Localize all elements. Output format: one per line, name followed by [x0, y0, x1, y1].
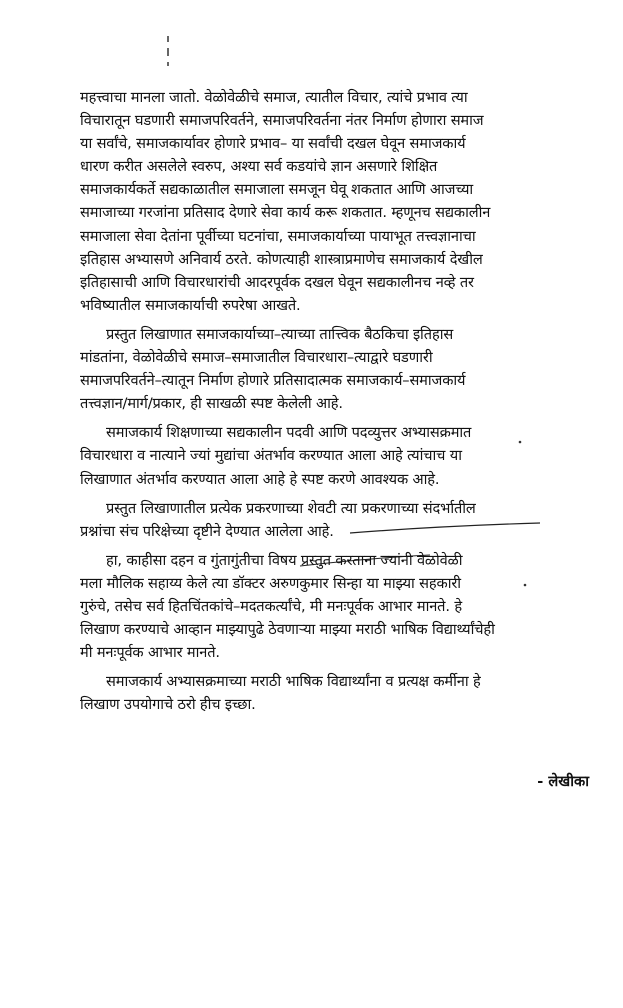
paragraph [80, 497, 592, 543]
text-line: इतिहासाची आणि विचारधारांची आदरपूर्वक दखल घेवून सद्यकालीनच नव्हे तर [80, 273, 474, 291]
text-line: मांडतांना, वेळोवेळीचे समाज–समाजातील विचारधारा–त्याद्वारे घडणारी [80, 349, 433, 367]
text-line: मला मौलिक सहाय्य केले त्या डॉक्टर अरुणकुमार सिन्हा या माझ्या सहकारी [80, 574, 461, 592]
text-line: महत्त्वाचा मानला जातो. वेळोवेळीचे समाज, त्यातील विचार, त्यांचे प्रभाव त्या [80, 89, 468, 106]
text-line: समाजकार्यकर्ते सद्यकाळातील समाजाला समजून घेवू शकतात आणि आजच्या [80, 181, 474, 199]
paragraph [80, 86, 592, 317]
author-signature: - लेखीका [537, 773, 589, 790]
text-line: समाजकार्य अभ्यासक्रमाच्या मराठी भाषिक विद्यार्थ्यांना व प्रत्यक्ष कर्मीना हे [106, 673, 481, 691]
text-line: भविष्यातील समाजकार्याची रुपरेषा आखते. [80, 296, 301, 314]
text-line: समाजकार्य शिक्षणाच्या सद्यकालीन पदवी आणि पदव्युत्तर अभ्यासक्रमात [106, 424, 472, 442]
text-line: तत्त्वज्ञान/मार्ग/प्रकार, ही साखळी स्पष्ट केलेली आहे. [80, 395, 343, 413]
text-line: समाजपरिवर्तने–त्यातून निर्माण होणारे प्रतिसादात्मक समाजकार्य–समाजकार्य [80, 372, 466, 390]
text-line: विचारधारा व नात्याने ज्यां मुद्यांचा अंतर्भाव करण्यात आला आहे त्यांचाच या [80, 447, 462, 465]
paragraph [80, 549, 592, 664]
text-line: प्रस्तुत लिखाणात समाजकार्याच्या–त्याच्या तात्त्विक बैठकिचा इतिहास [106, 325, 454, 343]
paragraph [80, 670, 592, 716]
text-line: हा, काहीसा दहन व गुंतागुंतीचा विषय प्रस्तुत करताना ज्यांनी वेळोवेळी [106, 551, 463, 569]
text-line: लिखाण करण्याचे आव्हान माझ्यापुढे ठेवणाऱ्या माझ्या मराठी भाषिक विद्यार्थ्यांचेही [80, 621, 495, 639]
text-line: समाजाला सेवा देतांना पूर्वीच्या घटनांचा, समाजकार्याच्या पायाभूत तत्त्वज्ञानाचा [80, 227, 476, 245]
text-line: लिखाण उपयोगाचे ठरो हीच इच्छा. [80, 696, 256, 714]
text-line: प्रश्नांचा संच परिक्षेच्या दृष्टीने देण्यात आलेला आहे. [80, 522, 334, 540]
paragraph [80, 421, 592, 490]
paragraph [80, 323, 592, 415]
text-line: या सर्वांचे, समाजकार्यावर होणारे प्रभाव– या सर्वांची दखल घेवून समाजकार्य [80, 135, 466, 153]
body-text [80, 86, 592, 722]
text-line: धारण करीत असलेले स्वरुप, अश्या सर्व कडयांचे ज्ञान असणारे शिक्षित [80, 158, 438, 176]
text-line: गुरुंचे, तसेच सर्व हितचिंतकांचे–मदतकर्त्यांचे, मी मनःपूर्वक आभार मानते. हे [80, 597, 462, 615]
text-line: मी मनःपूर्वक आभार मानते. [80, 644, 220, 662]
text-line: लिखाणात अंतर्भाव करण्यात आला आहे हे स्पष्ट करणे आवश्यक आहे. [80, 470, 440, 488]
text-line: विचारातून घडणारी समाजपरिवर्तने, समाजपरिवर्तना नंतर निर्माण होणारा समाज [80, 112, 484, 130]
text-line: इतिहास अभ्यासणे अनिवार्य ठरते. कोणत्याही शास्त्राप्रमाणेच समाजकार्य देखील [80, 250, 483, 268]
text-line: प्रस्तुत लिखाणातील प्रत्येक प्रकरणाच्या शेवटी त्या प्रकरणाच्या संदर्भातील [106, 499, 476, 517]
text-line: समाजाच्या गरजांना प्रतिसाद देणारे सेवा कार्य करू शकतात. म्हणूनच सद्यकालीन [80, 204, 491, 222]
